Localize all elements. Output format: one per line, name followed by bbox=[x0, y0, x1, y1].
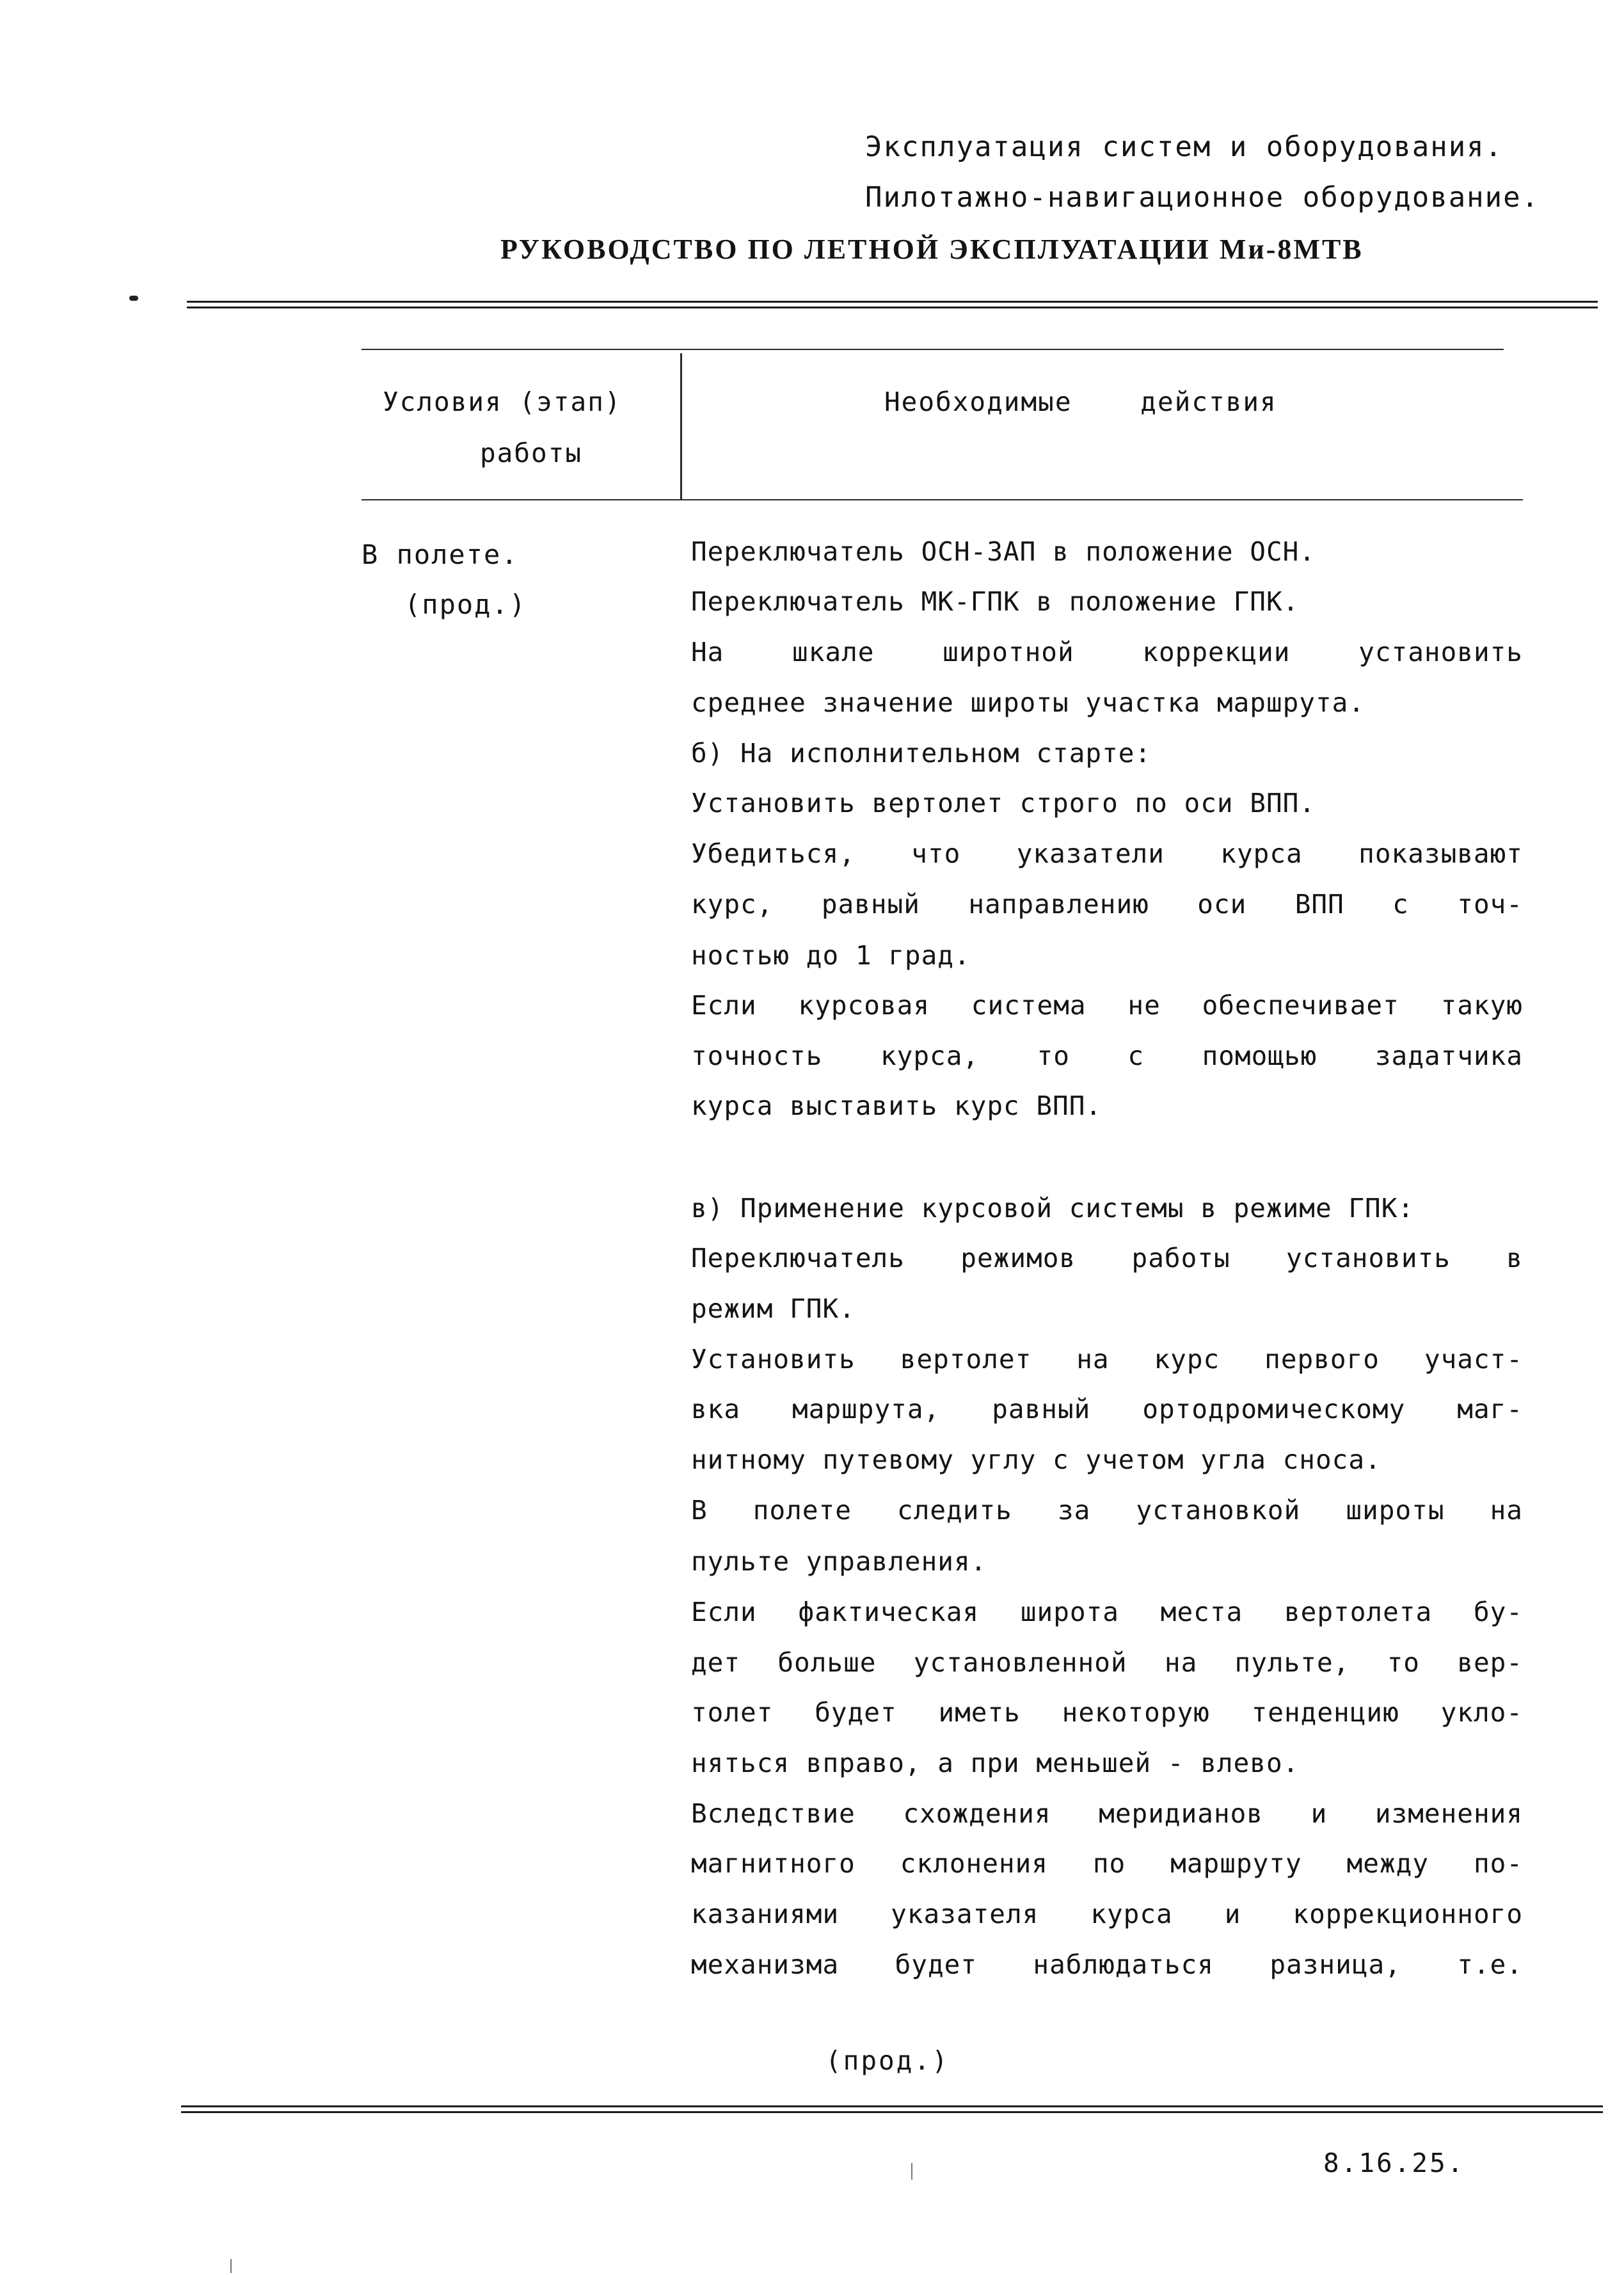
action-line: Если курсовая система не обеспечивает такую bbox=[691, 990, 1523, 1021]
footer-rule-top bbox=[181, 2105, 1603, 2107]
action-line: режим ГПК. bbox=[691, 1293, 856, 1324]
action-line: На шкале широтной коррекции установить bbox=[691, 637, 1523, 667]
action-line: Установить вертолет строго по оси ВПП. bbox=[691, 788, 1316, 818]
action-line: в) Применение курсовой системы в режиме ГПК: bbox=[691, 1193, 1415, 1224]
table-header-top-rule bbox=[362, 349, 1504, 350]
action-line: нитному путевому углу с учетом угла сноса. bbox=[691, 1444, 1381, 1475]
condition-label: В полете. bbox=[362, 539, 519, 570]
action-line: няться вправо, а при меньшей - влево. bbox=[691, 1748, 1300, 1778]
action-line: толет будет иметь некоторую тенденцию укло- bbox=[691, 1697, 1523, 1728]
action-line: курс, равный направлению оси ВПП с точ- bbox=[691, 889, 1523, 920]
action-line: казаниями указателя курса и коррекционного bbox=[691, 1899, 1523, 1929]
footer-rule-bottom bbox=[181, 2111, 1603, 2113]
action-line: Переключатель ОСН-ЗАП в положение ОСН. bbox=[691, 536, 1316, 567]
column-header-conditions-line2: работы bbox=[480, 438, 583, 468]
action-line: среднее значение широты участка маршрута. bbox=[691, 687, 1365, 718]
action-line: вка маршрута, равный ортодромическому маг- bbox=[691, 1394, 1523, 1425]
column-header-actions: Необходимые действия bbox=[884, 387, 1277, 417]
column-header-conditions: Условия (этап) bbox=[383, 387, 622, 417]
header-rule-bottom bbox=[187, 307, 1598, 308]
scan-speck bbox=[230, 2259, 232, 2273]
action-line: дет больше установленной на пульте, то вер- bbox=[691, 1647, 1523, 1678]
page-number: 8.16.25. bbox=[1323, 2148, 1465, 2178]
document-title: РУКОВОДСТВО ПО ЛЕТНОЙ ЭКСПЛУАТАЦИИ Ми-8МТВ bbox=[500, 234, 1364, 265]
action-line: Вследствие схождения меридианов и изменения bbox=[691, 1798, 1523, 1829]
action-line: Переключатель режимов работы установить в bbox=[691, 1243, 1523, 1273]
header-section-title: Эксплуатация систем и оборудования. bbox=[865, 131, 1504, 163]
table-header-bottom-rule bbox=[362, 499, 1523, 500]
scan-speck bbox=[129, 296, 138, 301]
action-line: Переключатель МК-ГПК в положение ГПК. bbox=[691, 586, 1300, 617]
action-line: механизма будет наблюдаться разница, т.е. bbox=[691, 1949, 1523, 1980]
action-line: Убедиться, что указатели курса показывают bbox=[691, 838, 1523, 869]
action-line: точность курса, то с помощью задатчика bbox=[691, 1041, 1523, 1071]
scan-speck bbox=[911, 2163, 912, 2180]
action-line: магнитного склонения по маршруту между по- bbox=[691, 1848, 1523, 1879]
header-rule-top bbox=[187, 301, 1598, 303]
action-line: курса выставить курс ВПП. bbox=[691, 1090, 1103, 1121]
header-subsection-title: Пилотажно-навигационное оборудование. bbox=[865, 181, 1540, 214]
condition-continued-label: (прод.) bbox=[404, 589, 527, 620]
table-column-divider bbox=[680, 353, 682, 500]
action-line: Установить вертолет на курс первого участ- bbox=[691, 1344, 1523, 1375]
action-line: В полете следить за установкой широты на bbox=[691, 1495, 1523, 1526]
action-line: пульте управления. bbox=[691, 1546, 987, 1577]
action-line: ностью до 1 град. bbox=[691, 940, 971, 971]
continued-note: (прод.) bbox=[825, 2045, 950, 2076]
action-line: б) На исполнительном старте: bbox=[691, 738, 1152, 769]
action-line: Если фактическая широта места вертолета бу- bbox=[691, 1597, 1523, 1627]
